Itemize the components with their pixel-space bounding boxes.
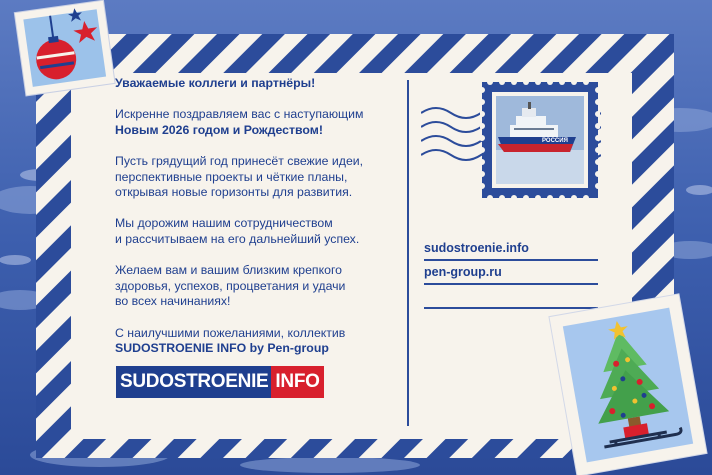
site-link-pen-group[interactable]: pen-group.ru <box>424 265 502 279</box>
ornament-stamp <box>10 0 120 100</box>
greeting-line: Желаем вам и вашим близким крепкого <box>115 263 343 278</box>
christmas-tree-stamp <box>548 290 708 475</box>
greeting-line: С наилучшими пожеланиями, коллектив <box>115 325 346 340</box>
greeting-line: Искренне поздравляем вас с наступающим <box>115 107 364 122</box>
sudostroenie-logo <box>116 366 324 398</box>
greeting-line: во всех начинаниях! <box>115 294 231 309</box>
greeting-text <box>115 76 405 372</box>
greeting-line: открывая новые горизонты для развития. <box>115 185 353 200</box>
greeting-line: Мы дорожим нашим сотрудничеством <box>115 216 333 231</box>
greeting-highlight: Новым 2026 годом и Рождеством! <box>115 122 323 137</box>
address-divider <box>407 80 409 426</box>
greeting-line: Пусть грядущий год принесёт свежие идеи, <box>115 153 364 168</box>
ship-name: РОССИЯ <box>542 138 568 144</box>
greeting-line: здоровья, успехов, процветания и удачи <box>115 278 346 293</box>
logo-part-1: SUDOSTROENIE <box>116 366 271 398</box>
greeting-line: перспективные проекты и чёткие планы, <box>115 169 348 184</box>
salutation: Уважаемые коллеги и партнёры! <box>115 76 316 90</box>
icebreaker-stamp <box>480 80 600 200</box>
signature: SUDOSTROENIE INFO by Pen-group <box>115 341 329 356</box>
address-line <box>424 283 598 285</box>
greeting-line: и рассчитываем на его дальнейший успех. <box>115 231 360 246</box>
address-line <box>424 259 598 261</box>
site-link-sudostroenie[interactable]: sudostroenie.info <box>424 241 529 255</box>
logo-part-2: INFO <box>271 366 323 398</box>
